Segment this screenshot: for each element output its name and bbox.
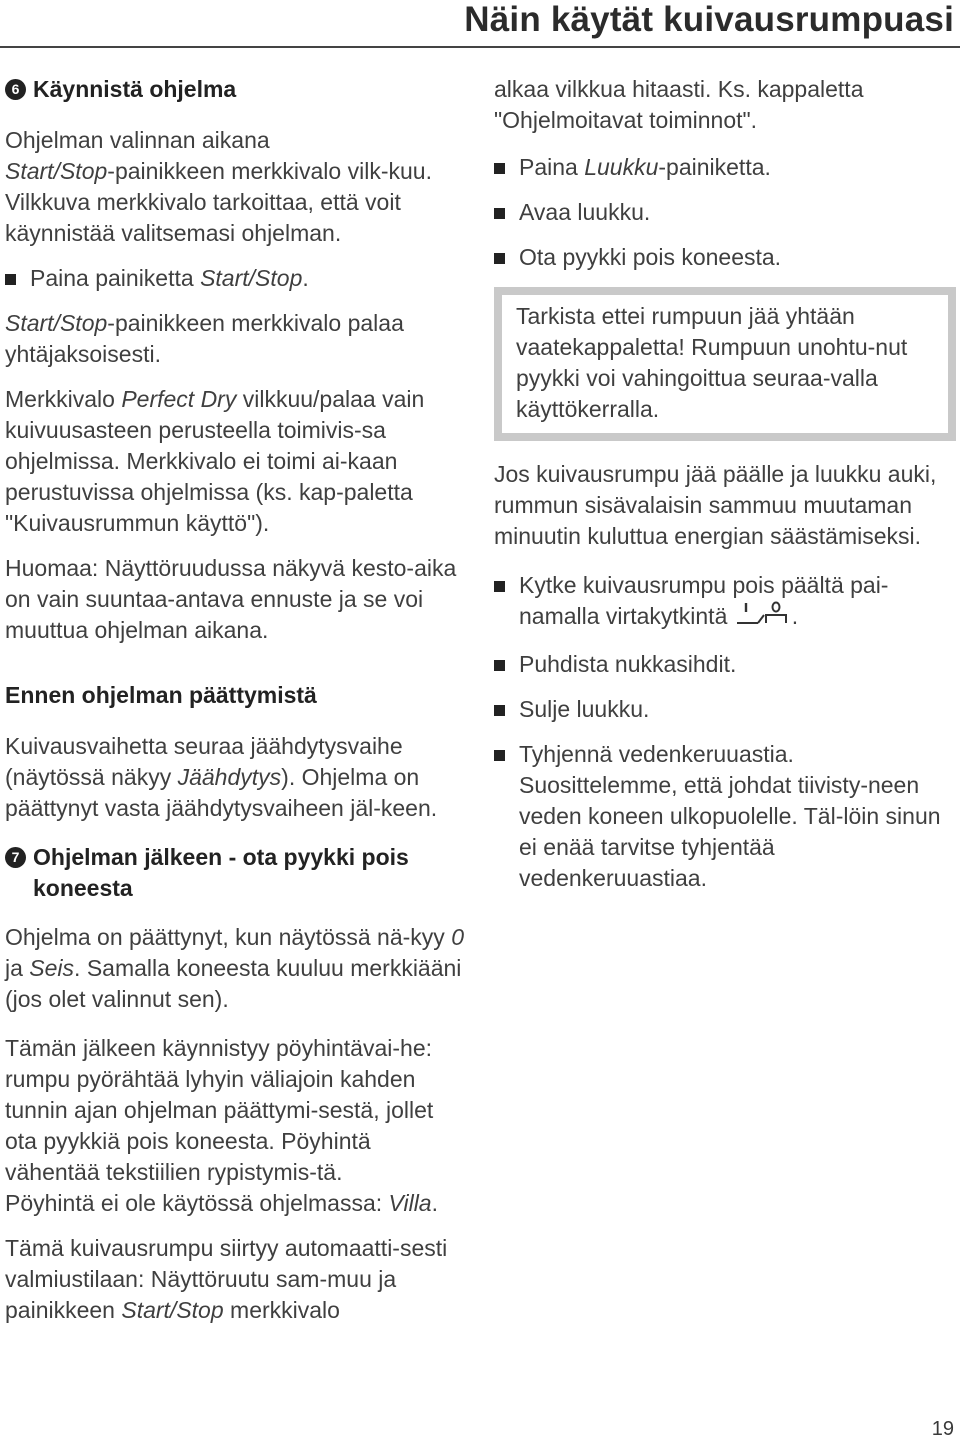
power-switch-icon — [736, 601, 790, 635]
paragraph: alkaa vilkkua hitaasti. Ks. kappaletta "Ohjelmoitavat toiminnot". — [494, 76, 864, 133]
step-7-title: Ohjelman jälkeen - ota pyykki pois koneesta — [33, 844, 409, 901]
bullet-square-icon — [494, 750, 505, 761]
paragraph: Start/Stop-painikkeen merkkivalo palaa yhtäjaksoisesti. — [5, 310, 404, 367]
step-number-badge: 7 — [5, 847, 26, 868]
paragraph: Tämä kuivausrumpu siirtyy automaatti-sesti valmiustilaan: Näyttöruutu sam-muu ja painikkeen Start/Stop merkkivalo — [5, 1235, 448, 1323]
bullet-item: Ota pyykki pois koneesta. — [494, 242, 956, 273]
bullet-item: Paina painiketta Start/Stop. — [5, 263, 467, 294]
step-number-badge: 6 — [5, 79, 26, 100]
bullet-square-icon — [494, 163, 505, 174]
bullet-item: Sulje luukku. — [494, 694, 956, 725]
bullet-item: Kytke kuivausrumpu pois päältä pai-namalla virtakytkintä . — [494, 570, 956, 635]
bullet-square-icon — [494, 705, 505, 716]
page-number: 19 — [931, 1418, 954, 1440]
step-6-title: Käynnistä ohjelma — [33, 76, 237, 102]
bullet-square-icon — [494, 660, 505, 671]
step-6-heading — [5, 74, 467, 105]
right-column — [494, 74, 956, 908]
bullet-item: Avaa luukku. — [494, 197, 956, 228]
paragraph: Tämän jälkeen käynnistyy pöyhintävai-he: rumpu pyörähtää lyhyin väliajoin kahden tunnin ajan ohjelman päättymi-sestä, jollet ota pyykkiä pois koneesta. Pöyhintä vähentää tekstiilien rypistymis-tä. — [5, 1035, 434, 1185]
bullet-item: Paina Luukku-painiketta. — [494, 152, 956, 183]
paragraph: Jos kuivausrumpu jää päälle ja luukku auki, rummun sisävalaisin sammuu muutaman minuutin kuluttua energian säästämiseksi. — [494, 461, 937, 549]
paragraph: Pöyhintä ei ole käytössä ohjelmassa: Villa. — [5, 1190, 438, 1216]
header-divider — [0, 46, 960, 48]
section-heading: Ennen ohjelman päättymistä — [5, 682, 317, 708]
page-header-title: Näin käytät kuivausrumpuasi — [464, 0, 954, 39]
paragraph: Ohjelma on päättynyt, kun näytössä nä-kyy 0 ja Seis. Samalla koneesta kuuluu merkkiääni (jos olet valinnut sen). — [5, 924, 464, 1012]
left-column — [5, 74, 467, 1340]
bullet-square-icon — [5, 274, 16, 285]
paragraph: Kuivausvaihetta seuraa jäähdytysvaihe (näytössä näkyy Jäähdytys). Ohjelma on päättynyt vasta jäähdytysvaiheen jäl-keen. — [5, 733, 438, 821]
paragraph-note: Huomaa: Näyttöruudussa näkyvä kesto-aika on vain suuntaa-antava ennuste ja se voi muuttua ohjelman aikana. — [5, 555, 457, 643]
bullet-square-icon — [494, 208, 505, 219]
bullet-square-icon — [494, 581, 505, 592]
step-7-heading — [5, 842, 467, 904]
bullet-square-icon — [494, 253, 505, 264]
paragraph: Merkkivalo Perfect Dry vilkkuu/palaa vain kuivuusasteen perusteella toimivis-sa ohjelmissa. Merkkivalo ei toimi ai-kaan perustuvissa ohjelmissa (ks. kap-paletta "Kuivausrummun käyttö"). — [5, 386, 425, 536]
warning-note-box: Tarkista ettei rumpuun jää yhtään vaatekappaletta! Rumpuun unohtu-nut pyykki voi vahingoittua seuraa-valla käyttökerralla. — [494, 287, 956, 441]
bullet-item: Puhdista nukkasihdit. — [494, 649, 956, 680]
bullet-item: Tyhjennä vedenkeruuastia. Suosittelemme, että johdat tiivisty-neen veden koneen ulkopuolelle. Täl-löin sinun ei enää tarvitse tyhjentää vedenkeruuastiaa. — [494, 739, 956, 894]
paragraph: Ohjelman valinnan aikana Start/Stop-painikkeen merkkivalo vilk-kuu. Vilkkuva merkkivalo tarkoittaa, että voit käynnistää valitsemasi ohjelman. — [5, 127, 432, 246]
